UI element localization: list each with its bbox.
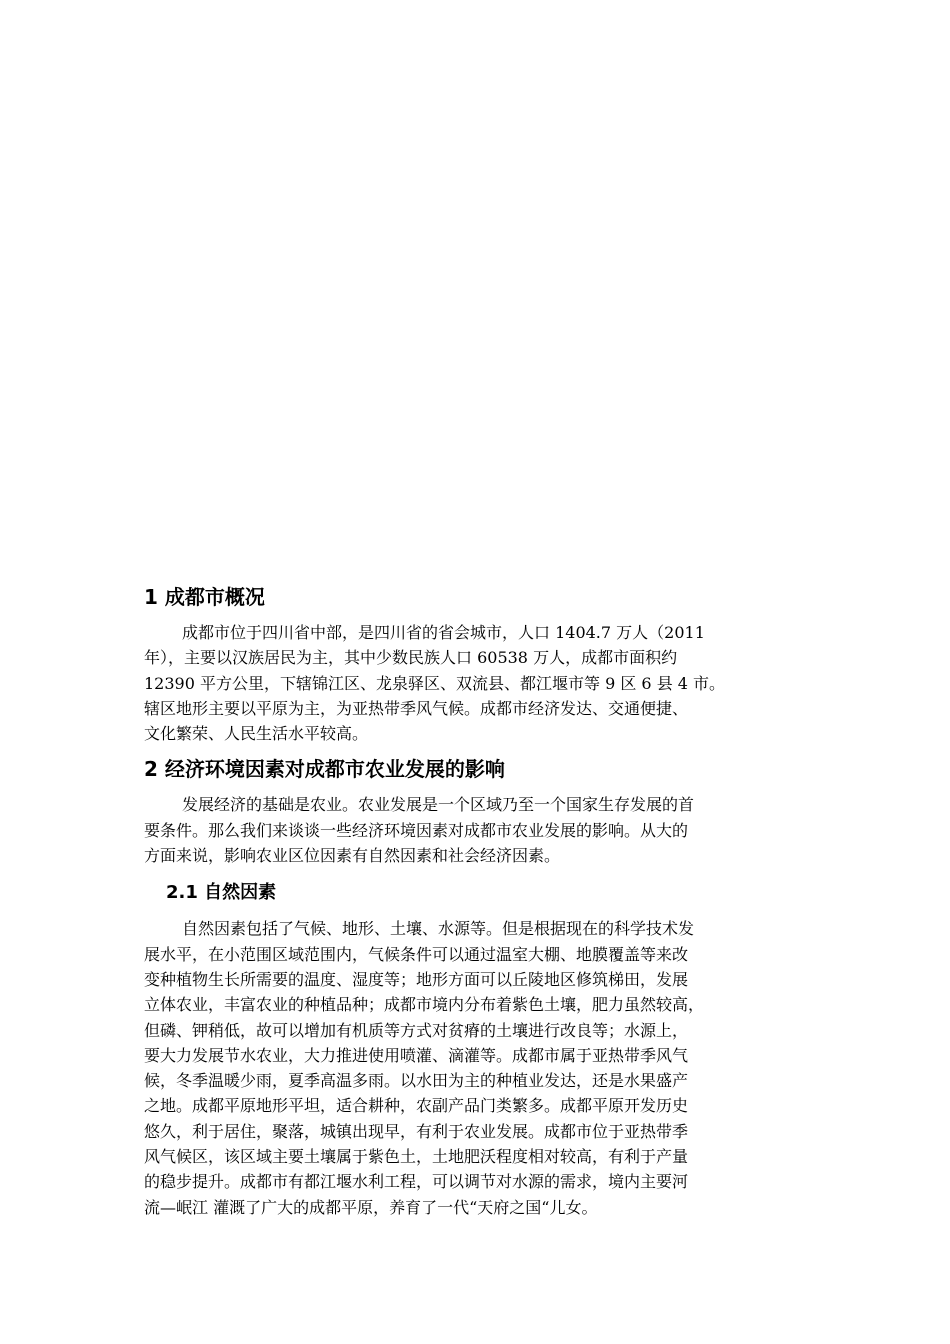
paragraph-line: 但磷、钾稍低，故可以增加有机质等方式对贫瘠的土壤进行改良等；水源上， — [144, 1020, 689, 1040]
paragraph-line: 要大力发展节水农业，大力推进使用喷灌、滴灌等。成都市属于亚热带季风气 — [144, 1045, 689, 1065]
section-2-paragraph — [144, 792, 806, 868]
subsection-2-1-paragraph — [144, 916, 806, 1220]
paragraph-line: 年），主要以汉族居民为主，其中少数民族人口 60538 万人，成都市面积约 — [144, 648, 678, 668]
paragraph-line: 辖区地形主要以平原为主，为亚热带季风气候。成都市经济发达、交通便捷、 — [144, 698, 689, 718]
paragraph-line: 文化繁荣、人民生活水平较高。 — [144, 724, 369, 744]
paragraph-line: 风气候区，该区域主要土壤属于紫色土，土地肥沃程度相对较高，有利于产量 — [144, 1147, 689, 1167]
section-1-paragraph — [144, 620, 806, 746]
paragraph-line: 要条件。那么我们来谈谈一些经济环境因素对成都市农业发展的影响。从大的 — [144, 820, 689, 840]
paragraph-line: 发展经济的基础是农业。农业发展是一个区域乃至一个国家生存发展的首 — [182, 795, 695, 815]
paragraph-line: 流—岷江 灌溉了广大的成都平原，养育了一代“天府之国“儿女。 — [144, 1197, 598, 1217]
paragraph-line: 立体农业，丰富农业的种植品种；成都市境内分布着紫色土壤，肥力虽然较高， — [144, 995, 705, 1015]
paragraph-line: 12390 平方公里，下辖锦江区、龙泉驿区、双流县、都江堰市等 9 区 6 县 4 市。 — [144, 673, 726, 693]
paragraph-line: 悠久，利于居住，聚落，城镇出现早，有利于农业发展。成都市位于亚热带季 — [144, 1121, 689, 1141]
paragraph-line: 变种植物生长所需要的温度、湿度等；地形方面可以丘陵地区修筑梯田，发展 — [144, 969, 689, 989]
subsection-2-1-heading: 2.1 自然因素 — [166, 882, 277, 904]
paragraph-line: 成都市位于四川省中部，是四川省的省会城市，人口 1404.7 万人（2011 — [182, 623, 705, 642]
section-1-heading: 1 成都市概况 — [144, 585, 265, 609]
paragraph-line: 之地。成都平原地形平坦，适合耕种，农副产品门类繁多。成都平原开发历史 — [144, 1096, 689, 1116]
paragraph-line: 展水平，在小范围区域范围内，气候条件可以通过温室大棚、地膜覆盖等来改 — [144, 944, 689, 964]
paragraph-line: 的稳步提升。成都市有都江堰水利工程，可以调节对水源的需求，境内主要河 — [144, 1172, 689, 1192]
paragraph-line: 候，冬季温暖少雨，夏季高温多雨。以水田为主的种植业发达，还是水果盛产 — [144, 1071, 689, 1091]
paragraph-line: 自然因素包括了气候、地形、土壤、水源等。但是根据现在的科学技术发 — [182, 919, 695, 939]
paragraph-line: 方面来说，影响农业区位因素有自然因素和社会经济因素。 — [144, 846, 561, 866]
document-body — [144, 580, 806, 1220]
section-2-heading: 2 经济环境因素对成都市农业发展的影响 — [144, 757, 505, 782]
